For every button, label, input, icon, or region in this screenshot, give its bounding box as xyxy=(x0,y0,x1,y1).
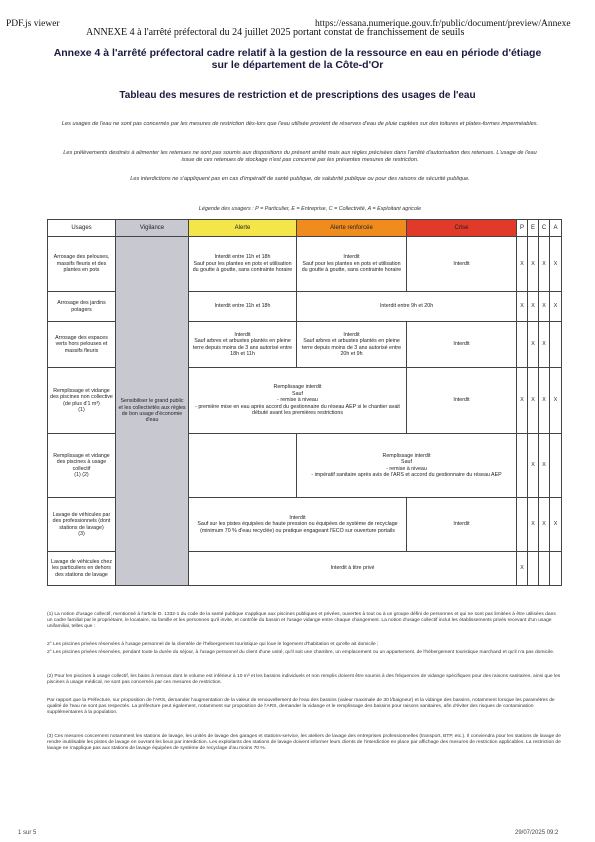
footnote-2b: Par rapport que la Préfecture, sur proposition de l'ARS, demander l'augmentation de la valeur de renouvellement de l'eau des bassins (valeur maximale de 30 l/baigneur) et la vidange des bassins, notamment lorsque les paramètres de qualité de l'eau ne sont pas respectés. La préfecture peut également, notamment sur proposition de l'ARS, demander la vidange et le remplissage des bassins pour raisons sanitaires, afin d'éviter des risques de contamination supplémentaires à la population. xyxy=(47,698,555,715)
print-timestamp: 29/07/2025 09:2 xyxy=(515,830,559,836)
usage-cell: Lavage de véhicules par des professionnels (dont stations de lavage) (3) xyxy=(48,498,116,552)
renforcee-cell: Interdit Sauf pour les plantes en pots et utilisation du goutte à goutte, sans contrainte horaire xyxy=(297,237,407,292)
mark-e: X xyxy=(528,368,539,434)
document-title-line2: sur le département de la Côte-d'Or xyxy=(211,59,384,71)
header-p: P xyxy=(517,220,528,237)
mark-p: X xyxy=(517,237,528,292)
alerte-cell xyxy=(189,434,297,498)
mark-e: X xyxy=(528,292,539,322)
mark-a xyxy=(550,322,562,368)
mark-a xyxy=(550,552,562,586)
mark-a: X xyxy=(550,498,562,552)
vigilance-cell: Sensibiliser le grand public et les collectivités aux règles de bon usage d'économie d'eau xyxy=(116,237,189,586)
usage-cell: Arrosage des jardins potagers xyxy=(48,292,116,322)
header-usages: Usages xyxy=(48,220,116,237)
mark-a: X xyxy=(550,368,562,434)
header-alerte: Alerte xyxy=(189,220,297,237)
alerte-cell: Interdit Sauf arbres et arbustes plantés en pleine terre depuis moins de 3 ans autorisé entre 18h et 11h xyxy=(189,322,297,368)
mark-a: X xyxy=(550,237,562,292)
crise-cell: Interdit xyxy=(407,237,517,292)
mark-c: X xyxy=(539,322,550,368)
mark-p xyxy=(517,498,528,552)
document-url[interactable]: https://essana.numerique.gouv.fr/public/document/preview/Annexe xyxy=(315,19,571,29)
footnote-1b: 2° Les piscines privées réservées, pendant toute la durée du séjour, à l'usage personnel du client d'une unité, qu'il soit une chambre, un emplacement ou un appartement, de l'hébergement touristique marchand et qu'il n'a pas domicile. xyxy=(47,650,555,655)
alerte-renforcee-cell: Remplissage interdit Sauf - remise à niveau - première mise en eau après accord du gestionnaire du réseau AEP si le chantier avait débuté avant les premières restrictions xyxy=(189,368,407,434)
footnote-1a: 2° Les piscines privées réservées à l'usage personnel de la clientèle de l'hébergement touristique qui loue le logement d'habitation et qu'elle ait domicile ; xyxy=(47,642,379,647)
renforcee-crise-cell: Interdit entre 9h et 20h xyxy=(297,292,517,322)
crise-cell: Interdit xyxy=(407,322,517,368)
mark-c xyxy=(539,552,550,586)
viewer-app-label: PDF.js viewer xyxy=(6,19,60,29)
mark-p: X xyxy=(517,368,528,434)
header-a: A xyxy=(550,220,562,237)
all-levels-cell: Interdit à titre privé xyxy=(189,552,517,586)
mark-p xyxy=(517,434,528,498)
renforcee-cell: Interdit Sauf arbres et arbustes plantés en pleine terre depuis moins de 3 ans autorisé entre 20h et 9h xyxy=(297,322,407,368)
mark-a xyxy=(550,434,562,498)
mark-e: X xyxy=(528,322,539,368)
mark-e xyxy=(528,552,539,586)
table-header-row xyxy=(48,220,562,237)
header-e: E xyxy=(528,220,539,237)
mark-c: X xyxy=(539,292,550,322)
mark-e: X xyxy=(528,434,539,498)
alerte-cell: Interdit entre 11h et 18h Sauf pour les plantes en pots et utilisation du goutte à goutte, sans contrainte horaire xyxy=(189,237,297,292)
usage-cell: Arrosage des pelouses, massifs fleuris et des plantes en pots xyxy=(48,237,116,292)
legend-users: Légende des usagers : P = Particulier, E = Entreprise, C = Collectivité, A = Exploitant agricole xyxy=(198,206,422,212)
mark-c: X xyxy=(539,434,550,498)
mark-e: X xyxy=(528,498,539,552)
table-row xyxy=(48,237,562,292)
header-vigilance: Vigilance xyxy=(116,220,189,237)
mark-p: X xyxy=(517,552,528,586)
document-title-line1: Annexe 4 à l'arrêté préfectoral cadre relatif à la gestion de la ressource en eau en période d'étiage xyxy=(53,47,542,59)
usage-cell: Remplissage et vidange des piscines à usage collectif (1) (2) xyxy=(48,434,116,498)
usage-cell: Remplissage et vidange des piscines non collective (de plus d'1 m³) (1) xyxy=(48,368,116,434)
crise-cell: Interdit xyxy=(407,368,517,434)
mark-c: X xyxy=(539,498,550,552)
header-alerte-renforcee: Alerte renforcée xyxy=(297,220,407,237)
header-crise: Crise xyxy=(407,220,517,237)
mark-e: X xyxy=(528,237,539,292)
mark-c: X xyxy=(539,237,550,292)
usage-cell: Arrosage des espaces verts hors pelouses et massifs fleuris xyxy=(48,322,116,368)
footnote-1: (1) La notion d'usage collectif, mentionné à l'article D. 1332-1 du code de la santé publique s'applique aux piscines publiques et privées, ouvertes à tout ou à un groupe défini de personnes et qui ne sont pas limitées à être utilisées dans un cadre familial par le propriétaire, le locataire, sa famille et les personnes qu'il invite, et contrôle du bassin et l'usage vidange entre chaque changement. La notion d'usage collectif inclut les établissements privés recevant d'un usage unifamilial, telles que : xyxy=(47,612,556,629)
usage-cell: Lavage de véhicules chez les particuliers en dehors des stations de lavage xyxy=(48,552,116,586)
mark-a: X xyxy=(550,292,562,322)
footnote-2: (2) Pour les piscines à usage collectif, les bains à remous dont le volume est inférieur à 10 m³ et les bassins individuels et non remplis doivent être soumis à des fréquences de vidange spécifiques pour des raisons sanitaires, ainsi que les piscines à usage médical, ne sont pas concernés par ces mesures de restriction. xyxy=(47,674,561,685)
intro-paragraph-1: Les usages de l'eau ne sont pas concernés par les mesures de restriction dès-lors que l'eau utilisée provient de réserves d'eau de pluie captées sur des toitures et plates-formes imperméables. xyxy=(61,121,539,127)
alerte-cell: Interdit entre 11h et 18h xyxy=(189,292,297,322)
page-counter: 1 sur 5 xyxy=(18,830,37,836)
page-header-text: ANNEXE 4 à l'arrêté préfectoral du 24 juillet 2025 portant constat de franchissement de seuils xyxy=(86,27,465,38)
footnote-3: (3) Ces mesures concernent notamment les stations de lavage, les unités de lavage des garages et stations-service, les ateliers de lavage des entreprises professionnelles (transport, BTP, etc.). Il conviendra pour les stations de lavage de rendre inutilisable les pistes de lavage en ouvrant les lieux par interdiction. Les exploitants des stations de lavage doivent informer leurs clients de l'interdiction en place par affichage des mesures de restriction applicables. La restriction de lavage ne s'applique pas aux stations de lavage équipées de système de recyclage d'au moins 70 %. xyxy=(47,734,561,751)
crise-cell: Interdit xyxy=(407,498,517,552)
mark-p: X xyxy=(517,292,528,322)
header-c: C xyxy=(539,220,550,237)
restriction-table xyxy=(47,219,562,586)
intro-paragraph-2: Les prélèvements destinés à alimenter les retenues ne sont pas soumis aux dispositions du présent arrêté mais aux règles précisées dans l'arrêté d'autorisation des retenues. L'usage de l'eau issue de ces retenues de stockage n'est pas concerné par les présentes mesures de restriction. xyxy=(63,150,537,163)
renforcee-crise-cell: Remplissage interdit Sauf - remise à niveau - impératif sanitaire après avis de l'ARS et accord du gestionnaire du réseau AEP xyxy=(297,434,517,498)
mark-c: X xyxy=(539,368,550,434)
intro-paragraph-3: Les interdictions ne s'appliquent pas en cas d'impératif de santé publique, de salubrité publique ou pour des raisons de sécurité publique. xyxy=(130,176,470,182)
mark-p xyxy=(517,322,528,368)
document-subtitle: Tableau des mesures de restriction et de prescriptions des usages de l'eau xyxy=(119,90,476,101)
alerte-renforcee-cell: Interdit Sauf sur les pistes équipées de haute pression ou équipées de système de recyclage (minimum 70 % d'eau recyclée) ou pratique engageant l'ECO sur ouverture portails xyxy=(189,498,407,552)
